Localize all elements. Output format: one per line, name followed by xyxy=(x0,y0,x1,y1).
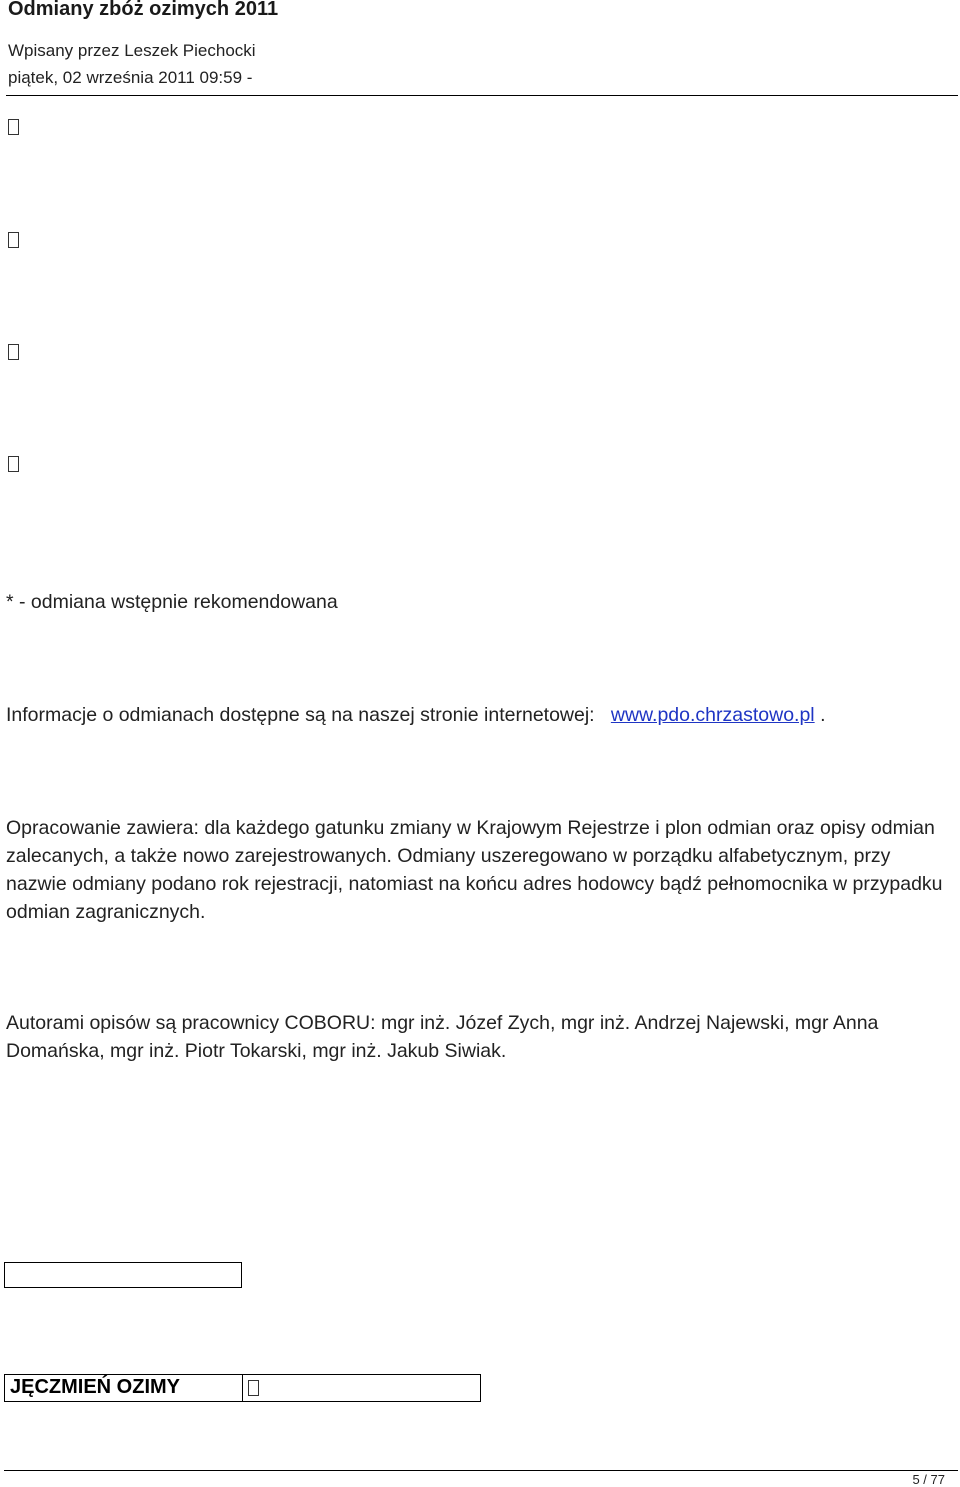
footer-divider xyxy=(4,1470,958,1471)
info-line xyxy=(6,704,825,727)
variety-table-header xyxy=(4,1374,481,1402)
missing-glyph-icon xyxy=(8,232,19,248)
info-suffix: . xyxy=(820,704,826,726)
date-line: piątek, 02 września 2011 09:59 - xyxy=(8,68,253,87)
missing-glyph-icon xyxy=(8,456,19,472)
document-title: Odmiany zbóż ozimych 2011 xyxy=(8,0,279,20)
website-link[interactable]: www.pdo.chrzastowo.pl xyxy=(610,704,815,726)
contents-paragraph: Opracowanie zawiera: dla każdego gatunku zmiany w Krajowym Rejestrze i plon odmian oraz opisy odmian zalecanych, a także nowo zarejestrowanych. Odmiany uszeregowano w porządku alfabetycznym, przy nazwie odmiany podano rok rejestracji, natomiast na końcu adres hodowcy bądź pełnomocnika w przypadku odmian zagranicznych. xyxy=(6,817,943,923)
footnote-recommended: * - odmiana wstępnie rekomendowana xyxy=(6,591,338,613)
authors-paragraph: Autorami opisów są pracownicy COBORU: mgr inż. Józef Zych, mgr inż. Andrzej Najewski, mgr Anna Domańska, mgr inż. Piotr Tokarski, mgr inż. Jakub Siwiak. xyxy=(6,1012,879,1062)
info-prefix: Informacje o odmianach dostępne są na naszej stronie internetowej: xyxy=(6,704,595,726)
author-line: Wpisany przez Leszek Piechocki xyxy=(8,41,256,60)
page-number: 5 / 77 xyxy=(912,1472,945,1487)
header-divider xyxy=(6,95,958,96)
empty-table-cell xyxy=(4,1262,242,1288)
table-species-label: JĘCZMIEŃ OZIMY xyxy=(5,1375,243,1401)
missing-glyph-icon xyxy=(8,344,19,360)
missing-glyph-icon xyxy=(248,1380,259,1396)
table-species-cell xyxy=(243,1375,480,1401)
missing-glyph-icon xyxy=(8,119,19,135)
